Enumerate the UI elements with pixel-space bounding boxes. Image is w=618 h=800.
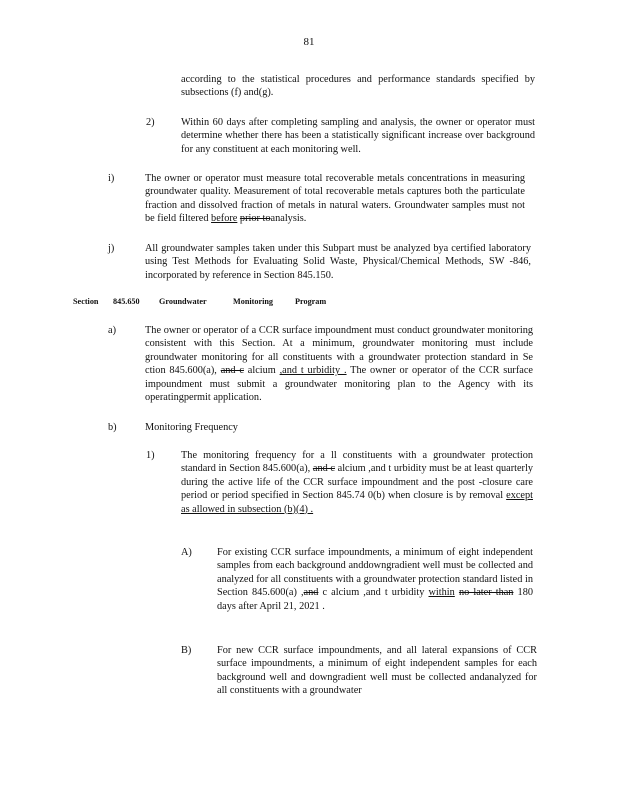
inserted-text: except as allowed in subsection (b)(4) .	[181, 490, 533, 515]
item-label-A: A)	[181, 547, 192, 558]
paragraph-text: The owner or operator of a CCR surface impoundment must conduct groundwater monitoring consistent with this Section. At a minimum, groundwater monitoring must include groundwater monitoring for all constituents with a groundwater protection standard in Se ction 845.600(a),	[145, 325, 533, 377]
inserted-text: ,and t urbidity .	[279, 365, 347, 377]
section-number: 845.650	[113, 297, 140, 306]
item-label-i: i)	[108, 173, 115, 184]
item-label-j: j)	[108, 243, 115, 254]
paragraph-h1-continuation	[181, 73, 535, 100]
paragraph-j	[145, 242, 531, 282]
paragraph-text: Within 60 days after completing sampling and analysis, the owner or operator must determine whether there has been a statistically significant increase over background for any constituent at each monitoring well.	[181, 117, 535, 155]
paragraph-text: For existing CCR surface impoundments, a minimum of eight independent samples from each background anddowngradient well must be collected and analyzed for all constituents with a groundwater protection standard listed in Section 845.600(a) ,	[217, 547, 533, 599]
paragraph-b1-B	[217, 644, 537, 698]
deleted-text: and c	[220, 365, 244, 377]
paragraph-text: alcium ,and t urbidity must be at least quarterly during the active life of the CCR surface impoundment and the post -closure care period or period specified in Section 845.74 0(b) when closure is by removal	[181, 463, 533, 502]
deleted-text: prior to	[239, 213, 271, 225]
paragraph-a	[145, 324, 533, 404]
paragraph-i	[145, 172, 525, 226]
paragraph-text: All groundwater samples taken under this Subpart must be analyzed bya certified laboratory using Test Methods for Evaluating Solid Waste, Physical/Chemical Methods, SW -846, incorporated by reference in Section 845.150.	[145, 243, 531, 281]
subsection-heading: Monitoring Frequency	[145, 422, 238, 433]
item-label-2: 2)	[146, 117, 155, 128]
section-title-word-1: Groundwater	[159, 297, 207, 306]
section-title-word-3: Program	[295, 297, 327, 306]
paragraph-text: The monitoring frequency for a ll constituents with a groundwater protection standard in Section 845.600(a),	[181, 450, 533, 475]
paragraph-text: The owner or operator must measure total recoverable metals concentrations in measuring groundwater quality. Measurement of total recoverable metals captures both the particulate fraction and dissolved fraction of metals in natural waters. Groundwater samples must not be field filtered	[145, 173, 525, 225]
item-label-b: b)	[108, 422, 117, 433]
paragraph-text: c alcium ,and t urbidity	[318, 587, 429, 599]
paragraph-text: The owner or operator of the CCR surface impoundment must submit a groundwater monitoring plan to the Agency with its operatingpermit application.	[145, 365, 533, 404]
section-word: Section	[73, 297, 99, 306]
paragraph-b1	[181, 449, 533, 516]
page-number: 81	[303, 36, 315, 48]
item-label-b1: 1)	[146, 450, 155, 461]
paragraph-text: 180 days after April 21, 2021 .	[217, 587, 533, 612]
paragraph-b1-A	[217, 546, 533, 613]
item-label-a: a)	[108, 325, 116, 336]
inserted-text: before	[211, 213, 238, 225]
deleted-text: and	[303, 587, 319, 599]
deleted-text: no later than	[458, 587, 514, 599]
deleted-text: and c	[312, 463, 335, 475]
section-title-word-2: Monitoring	[233, 297, 274, 306]
paragraph-text: alcium	[243, 365, 280, 377]
paragraph-text: according to the statistical procedures and performance standards specified by subsections (f) and(g).	[181, 74, 535, 99]
inserted-text: within	[428, 587, 455, 599]
paragraph-text: analysis.	[270, 213, 307, 225]
item-label-B: B)	[181, 645, 192, 656]
paragraph-h2	[181, 116, 535, 156]
paragraph-text: For new CCR surface impoundments, and all lateral expansions of CCR surface impoundments, a minimum of eight independent samples for each background well and downgradient well must be collected andanalyzed for all constituents with a groundwater	[217, 645, 537, 697]
